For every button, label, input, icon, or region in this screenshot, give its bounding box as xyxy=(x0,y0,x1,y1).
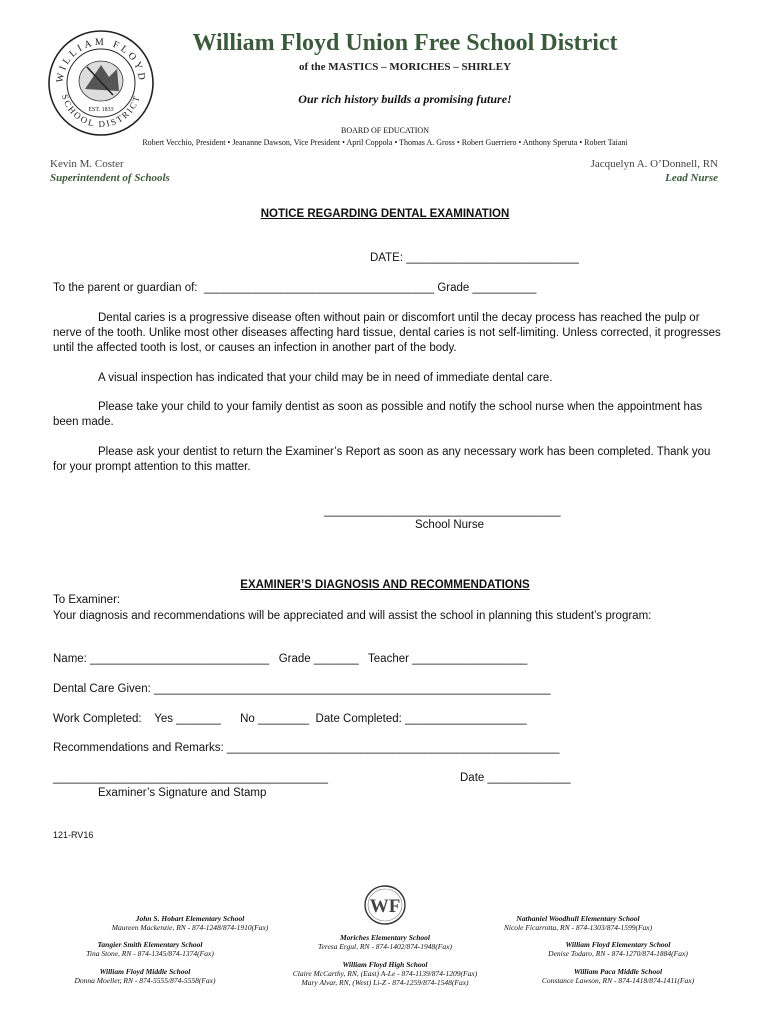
district-seal xyxy=(47,29,155,137)
footer-school-hobart xyxy=(45,914,335,932)
district-subtitle: of the MASTICS – MORICHES – SHIRLEY xyxy=(298,61,512,73)
school-nurse-label: School Nurse xyxy=(415,519,485,531)
examiner-intro: Your diagnosis and recommendations will be appreciated and will assist the school in planning this student’s program: xyxy=(53,610,652,622)
school-name: William Floyd Elementary School xyxy=(565,940,671,949)
seal-text-top: WILLIAM FLOYD xyxy=(54,36,148,84)
examiner-signature-line: ___________________________________________ xyxy=(53,772,329,784)
school-nurse: Nicole Ficarrotta, RN - 874-1303/874-1599(Fax) xyxy=(503,923,653,932)
school-nurse: Constance Lawson, RN - 874-1418/874-1411(Fax) xyxy=(541,976,695,985)
school-nurse: Denise Todaro, RN - 874-1270/874-1884(Fax) xyxy=(548,949,688,958)
school-nurse: Teresa Ergul, RN - 874-1402/874-1948(Fax) xyxy=(318,942,452,951)
lead-nurse-name: Jacquelyn A. O’Donnell, RN xyxy=(590,158,718,170)
school-name: John S. Hobart Elementary School xyxy=(135,914,245,923)
recommendations-line: Recommendations and Remarks: ____________________________________________________ xyxy=(53,742,560,754)
footer-school-paca xyxy=(470,967,766,985)
examiner-date-line: Date _____________ xyxy=(460,772,571,784)
svg-text:WF: WF xyxy=(369,896,401,917)
seal-text-bottom: SCHOOL DISTRICT xyxy=(59,93,143,130)
school-nurse: Donna Moeller, RN - 874-5555/874-5558(Fax) xyxy=(74,976,216,985)
paragraph-take-child: Please take your child to your family dentist as soon as possible and notify the school nurse when the appointment has been made. xyxy=(53,401,703,428)
notice-title: NOTICE REGARDING DENTAL EXAMINATION xyxy=(260,208,510,220)
notice-date-line: DATE: ___________________________ xyxy=(370,252,579,264)
school-nurse: Maureen Mackenzie, RN - 874-1248/874-1910(Fax) xyxy=(111,923,269,932)
board-heading: BOARD OF EDUCATION xyxy=(340,126,429,135)
school-nurse-2: Mary Alvar, RN, (West) Li-Z - 874-1259/874-1548(Fax) xyxy=(301,978,469,987)
paragraph-examiner-report: Please ask your dentist to return the Examiner’s Report as soon as any necessary work has been completed. Thank you for your prompt attention to this matter. xyxy=(53,446,711,473)
school-name: William Floyd High School xyxy=(342,960,428,969)
school-nurse: Claire McCarthy, RN, (East) A-Le - 874-1139/874-1209(Fax) xyxy=(292,969,478,978)
work-completed-line: Work Completed: Yes _______ No ________ Date Completed: ___________________ xyxy=(53,713,527,725)
school-name: Tangier Smith Elementary School xyxy=(97,940,203,949)
board-members: Robert Vecchio, President • Jeananne Dawson, Vice President • April Coppola • Thomas A. Gross • Robert Guerriero • Anthony Speruta • Robert Taiani xyxy=(142,138,628,147)
school-name: William Paca Middle School xyxy=(573,967,663,976)
lead-nurse-role: Lead Nurse xyxy=(665,172,718,184)
to-examiner: To Examiner: xyxy=(53,594,121,606)
superintendent-name: Kevin M. Coster xyxy=(50,158,124,170)
form-code: 121-RV16 xyxy=(53,830,94,840)
district-logo-icon xyxy=(364,885,406,925)
examiner-title: EXAMINER’S DIAGNOSIS AND RECOMMENDATIONS xyxy=(240,579,530,591)
district-title: William Floyd Union Free School District xyxy=(192,30,618,56)
examiner-signature-label: Examiner’s Signature and Stamp xyxy=(98,787,267,799)
dental-care-given-line: Dental Care Given: ______________________________________________________________ xyxy=(53,683,551,695)
footer-school-wf-elementary xyxy=(470,940,766,958)
school-name: Nathaniel Woodhull Elementary School xyxy=(516,914,640,923)
parent-guardian-line: To the parent or guardian of: ____________________________________ Grade __________ xyxy=(53,282,537,294)
school-name: William Floyd Middle School xyxy=(99,967,191,976)
district-motto: Our rich history builds a promising future! xyxy=(298,92,512,106)
school-name: Moriches Elementary School xyxy=(339,933,430,942)
name-grade-teacher-line: Name: ____________________________ Grade _______ Teacher __________________ xyxy=(53,653,528,665)
paragraph-visual-inspection: A visual inspection has indicated that your child may be in need of immediate dental care. xyxy=(98,372,553,384)
school-nurse: Tina Stone, RN - 874-1345/874-1374(Fax) xyxy=(86,949,214,958)
seal-est: EST. 1833 xyxy=(88,107,114,113)
nurse-signature-line: _____________________________________ xyxy=(324,505,561,517)
superintendent-role: Superintendent of Schools xyxy=(50,172,170,184)
footer-school-woodhull xyxy=(430,914,726,932)
paragraph-dental-caries: Dental caries is a progressive disease often without pain or discomfort until the decay process has reached the pulp or nerve of the tooth. Unlike most other diseases affecting hard tissue, dental caries is not self-limiting. Unless corrected, it progresses until the affected tooth is lost, or causes an infection in another part of the body. xyxy=(53,312,721,354)
